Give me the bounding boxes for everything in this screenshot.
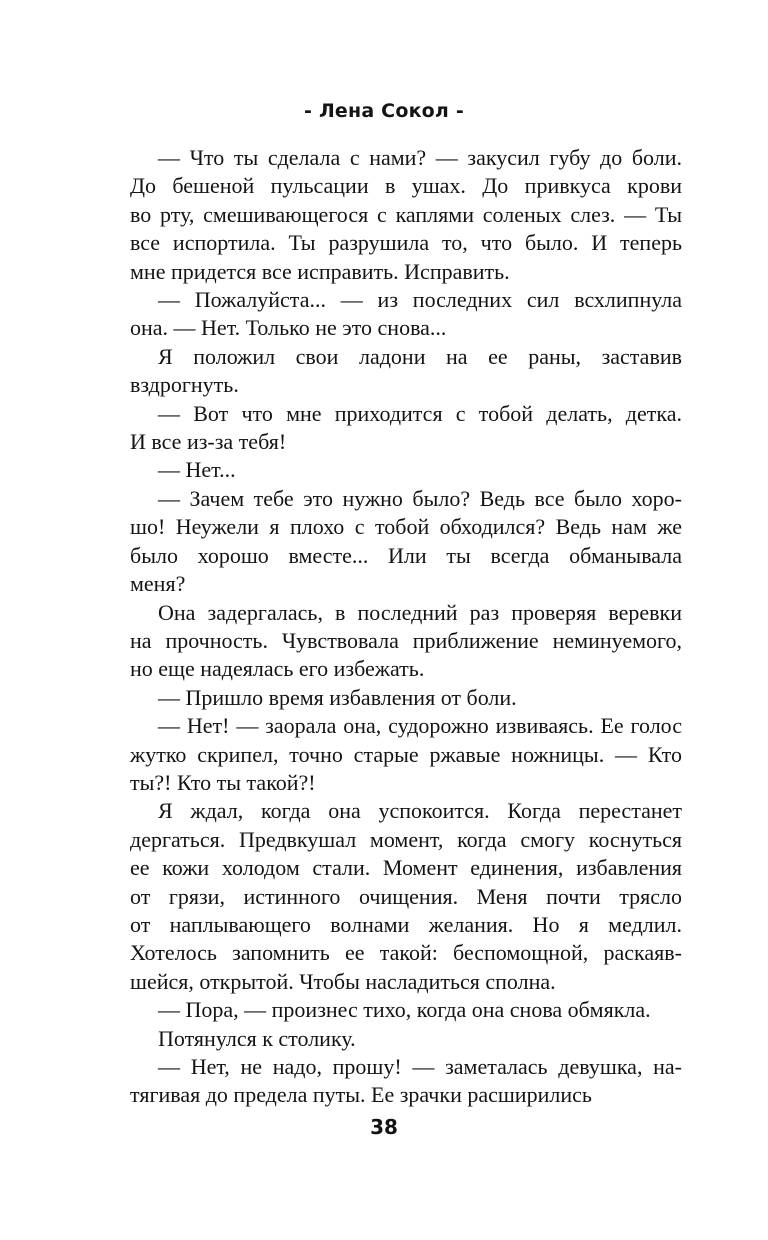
text-line: Хотелось запомнить ее такой: беспомощной, раскаяв- bbox=[130, 940, 682, 966]
paragraph bbox=[130, 1025, 682, 1053]
text-line: шо! Неужели я плохо с тобой обходился? Ведь нам же bbox=[130, 514, 682, 540]
text-line: но еще надеялась его избежать. bbox=[130, 656, 425, 682]
text-line: ее кожи холодом стали. Момент единения, избавления bbox=[130, 855, 682, 881]
text-line: во рту, смешивающегося с каплями соленых слез. — Ты bbox=[130, 201, 682, 227]
paragraph bbox=[130, 400, 682, 457]
text-line: И все из-за тебя! bbox=[130, 429, 287, 455]
text-line: дергаться. Предвкушал момент, когда смогу коснуться bbox=[130, 826, 682, 852]
text-line: мне придется все исправить. Исправить. bbox=[130, 258, 510, 284]
paragraph bbox=[130, 286, 682, 343]
text-line: на прочность. Чувствовала приближение неминуемого, bbox=[130, 627, 682, 653]
page-number: 38 bbox=[370, 1115, 398, 1139]
paragraph bbox=[130, 456, 682, 484]
text-line: — Пора, — произнес тихо, когда она снова обмякла. bbox=[158, 997, 651, 1023]
paragraph bbox=[130, 599, 682, 684]
text-line: Я положил свои ладони на ее раны, заставив bbox=[158, 343, 682, 369]
text-line: — Нет... bbox=[158, 457, 236, 483]
body-text bbox=[130, 144, 682, 1110]
text-line: от наплывающего волнами желания. Но я медлил. bbox=[130, 911, 682, 937]
text-line: Она задергалась, в последний раз проверяя веревки bbox=[158, 599, 682, 625]
text-line: вздрогнуть. bbox=[130, 372, 239, 398]
paragraph bbox=[130, 1053, 682, 1110]
text-line: Потянулся к столику. bbox=[158, 1025, 356, 1051]
text-line: Я ждал, когда она успокоится. Когда перестанет bbox=[158, 798, 682, 824]
text-line: — Вот что мне приходится с тобой делать, детка. bbox=[158, 400, 682, 426]
paragraph bbox=[130, 343, 682, 400]
text-line: — Нет, не надо, прошу! — заметалась девушка, на- bbox=[158, 1054, 682, 1079]
text-line: все испортила. Ты разрушила то, что было. И теперь bbox=[130, 230, 682, 256]
text-line: До бешеной пульсации в ушах. До привкуса крови bbox=[130, 173, 682, 199]
text-line: — Пожалуйста... — из последних сил всхлипнула bbox=[158, 287, 682, 313]
text-line: было хорошо вместе... Или ты всегда обманывала bbox=[130, 542, 682, 568]
paragraph bbox=[130, 797, 682, 996]
text-line: она. — Нет. Только не это снова... bbox=[130, 315, 447, 341]
text-line: — Зачем тебе это нужно было? Ведь все было хоро- bbox=[158, 485, 682, 511]
text-line: ты?! Кто ты такой?! bbox=[130, 769, 316, 795]
text-line: от грязи, истинного очищения. Меня почти трясло bbox=[130, 883, 682, 909]
text-line: меня? bbox=[130, 571, 186, 597]
text-line: шейся, открытой. Чтобы насладиться сполна. bbox=[130, 968, 556, 994]
paragraph bbox=[130, 684, 682, 712]
text-line: жутко скрипел, точно старые ржавые ножницы. — Кто bbox=[130, 741, 682, 767]
paragraph bbox=[130, 712, 682, 797]
paragraph bbox=[130, 485, 682, 599]
running-header: - Лена Сокол - bbox=[304, 100, 464, 122]
text-line: — Что ты сделала с нами? — закусил губу до боли. bbox=[158, 145, 682, 170]
text-line: — Нет! — заорала она, судорожно извиваясь. Ее голос bbox=[158, 713, 682, 739]
paragraph bbox=[130, 996, 682, 1024]
text-line: тягивая до предела путы. Ее зрачки расширились bbox=[130, 1082, 592, 1108]
text-line: — Пришло время избавления от боли. bbox=[158, 684, 517, 710]
paragraph bbox=[130, 144, 682, 286]
